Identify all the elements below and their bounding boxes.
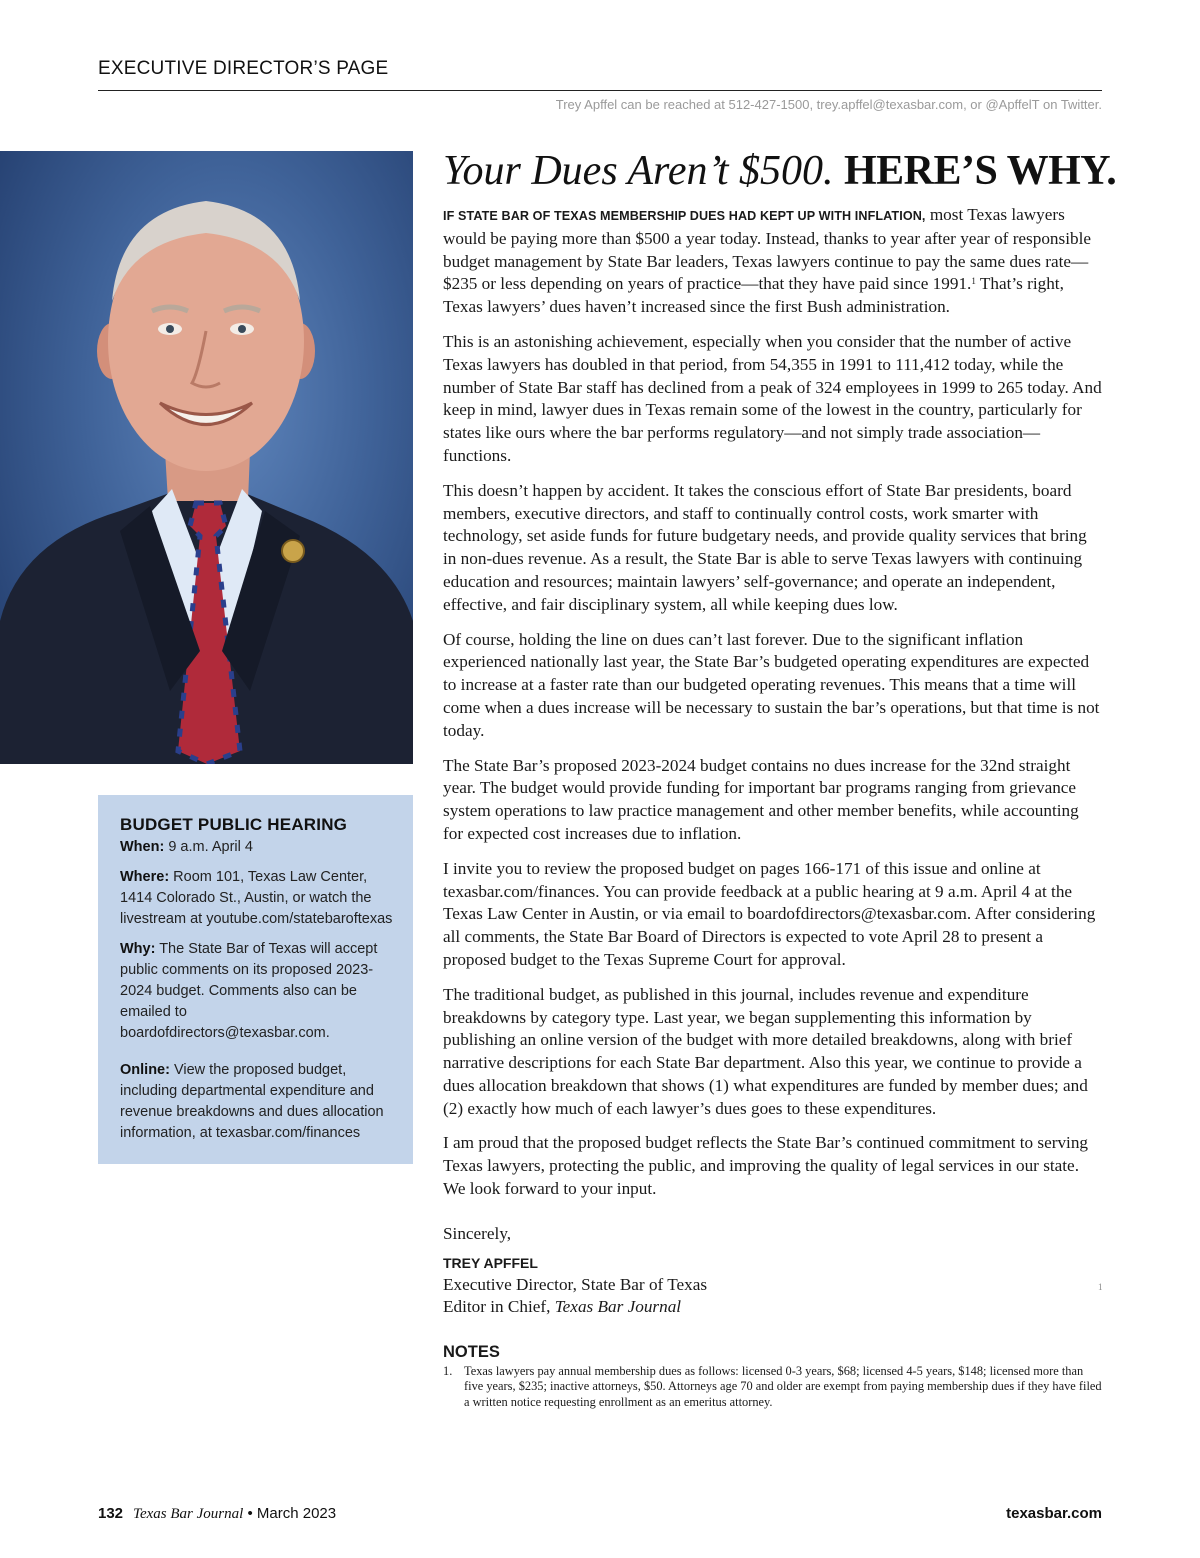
article-headline bbox=[443, 146, 1117, 196]
budget-hearing-sidebar bbox=[98, 795, 413, 1164]
note-number: 1. bbox=[443, 1363, 453, 1378]
paragraph-3: This doesn’t happen by accident. It takes the conscious effort of State Bar presidents, board members, executive directors, and staff to continually control costs, work smarter with technology, set aside funds for future budgetary needs, and provide quality services that bring in non-dues revenue. As a result, the State Bar is able to serve Texas lawyers with continuing education and resources; maintain lawyers’ self-governance; and operate an independent, effective, and fair disciplinary system, all while keeping dues low. bbox=[443, 480, 1087, 614]
stray-footnote-mark: 1 bbox=[1098, 1282, 1103, 1292]
article-body bbox=[443, 146, 1117, 1410]
issue-date: March 2023 bbox=[256, 1505, 337, 1522]
signer-name: TREY APFFEL bbox=[443, 1254, 538, 1271]
paragraph-1-text-b: That’s right, Texas lawyers’ dues haven’t increased since the first Bush administration. bbox=[443, 274, 1064, 317]
signer-title-2 bbox=[443, 1296, 1103, 1319]
paragraph-4: Of course, holding the line on dues can’t last forever. Due to the significant inflation experienced nationally last year, the State Bar’s budgeted operating expenditures are expected to increase at a faster rate than our budgeted operating revenues. This means that a time will come when a dues increase will be necessary to sustain the bar’s operations, but that time is not today. bbox=[443, 629, 1100, 740]
page-number: 132 bbox=[98, 1505, 124, 1522]
footer-separator: • bbox=[243, 1505, 257, 1522]
paragraph-6: I invite you to review the proposed budget on pages 166-171 of this issue and online at texasbar.com/finances. You can provide feedback at a public hearing at 9 a.m. April 4 at the Texas Law Center in Austin, or via email to boardofdirectors@texasbar.com. After considering all comments, the State Bar Board of Directors is expected to vote April 28 to present a proposed budget to the Texas Supreme Court for approval. bbox=[443, 858, 1096, 969]
header-divider bbox=[98, 90, 1102, 91]
paragraph-5: The State Bar’s proposed 2023-2024 budget contains no dues increase for the 32nd straight year. The budget would provide funding for important bar programs ranging from grievance system operations to law practice management and other member benefits, while accounting for expected cost increases due to inflation. bbox=[443, 755, 1079, 843]
why-text: The State Bar of Texas will accept public comments on its proposed 2023-2024 budget. Comments also can be emailed to boardofdirectors@texasbar.com. bbox=[120, 941, 378, 1041]
when-text: 9 a.m. April 4 bbox=[164, 839, 253, 855]
paragraph-7: The traditional budget, as published in this journal, includes revenue and expenditure breakdowns by category type. Last year, we began supplementing this information by publishing an online version of the budget with more detailed breakdowns, along with brief narrative descriptions for each State Bar department. Also this year, we continue to provide a dues allocation breakdown that shows (1) what expenditures are funded by member dues; and (2) exactly how much of each lawyer’s dues goes to these expenditures. bbox=[443, 984, 1088, 1118]
headline-bold: HERE’S WHY. bbox=[844, 148, 1117, 194]
journal-name: Texas Bar Journal bbox=[133, 1506, 244, 1522]
contact-line: Trey Apffel can be reached at 512-427-1500, trey.apffel@texasbar.com, or @ApffelT on Twitter. bbox=[555, 97, 1102, 112]
section-label: EXECUTIVE DIRECTOR’S PAGE bbox=[98, 58, 389, 79]
paragraph-8: I am proud that the proposed budget reflects the State Bar’s continued commitment to serving Texas lawyers, protecting the public, and improving the quality of legal services in our state. We look forward to your input. bbox=[443, 1133, 1089, 1199]
where-text: Room 101, Texas Law Center, 1414 Colorado St., Austin, or watch the livestream at youtube.com/statebaroftexas bbox=[120, 869, 393, 927]
footnote-ref: 1 bbox=[971, 276, 976, 287]
footer-left bbox=[98, 1505, 336, 1523]
signer-title-2-prefix: Editor in Chief, bbox=[443, 1297, 555, 1317]
footer-website[interactable]: texasbar.com bbox=[1006, 1505, 1102, 1522]
when-label: When: bbox=[120, 839, 165, 855]
where-label: Where: bbox=[120, 869, 170, 885]
sidebar-where bbox=[120, 867, 393, 930]
author-portrait bbox=[0, 151, 413, 764]
paragraph-2: This is an astonishing achievement, especially when you consider that the number of active Texas lawyers has doubled in that period, from 54,355 in 1991 to 111,412 today, while the number of State Bar staff has declined from a peak of 324 employees in 1999 to 265 today. And keep in mind, lawyer dues in Texas remain some of the lowest in the country, particularly for states like ours where the bar performs regulatory—and not simply trade association—functions. bbox=[443, 331, 1102, 465]
sidebar-when bbox=[120, 837, 393, 858]
headline-italic: Your Dues Aren’t $500. bbox=[443, 148, 834, 194]
online-label: Online: bbox=[120, 1062, 170, 1078]
why-label: Why: bbox=[120, 941, 156, 957]
signoff: Sincerely, bbox=[443, 1223, 512, 1243]
portrait-illustration bbox=[0, 151, 413, 764]
paragraph-1-text-a: most Texas lawyers would be paying more than $500 a year today. Instead, thanks to year after year of responsible budget management by State Bar leaders, Texas lawyers continue to pay the same dues rate—$235 or less depending on years of practice—that they have paid since 1991. bbox=[443, 205, 1091, 294]
signer-title-2-journal: Texas Bar Journal bbox=[554, 1297, 682, 1317]
signer-title-1: Executive Director, State Bar of Texas bbox=[443, 1274, 708, 1294]
notes-title: NOTES bbox=[443, 1342, 500, 1361]
paragraph-1 bbox=[443, 204, 1103, 319]
sidebar-title: BUDGET PUBLIC HEARING bbox=[120, 815, 348, 834]
note-text: Texas lawyers pay annual membership dues as follows: licensed 0-3 years, $68; licensed 4-5 years, $148; licensed more than five years, $235; inactive attorneys, $50. Attorneys age 70 and older are exempt from paying membership dues if they have filed a written notice requesting enrollment as an emeritus attorney. bbox=[464, 1363, 1102, 1409]
note-item bbox=[443, 1364, 1103, 1411]
sidebar-online bbox=[120, 1060, 393, 1144]
online-text: View the proposed budget, including departmental expenditure and revenue breakdowns and dues allocation information, at texasbar.com/finances bbox=[120, 1062, 384, 1141]
sidebar-why bbox=[120, 939, 393, 1044]
lead-caps: IF STATE BAR OF TEXAS MEMBERSHIP DUES HAD KEPT UP WITH INFLATION, bbox=[443, 209, 926, 223]
